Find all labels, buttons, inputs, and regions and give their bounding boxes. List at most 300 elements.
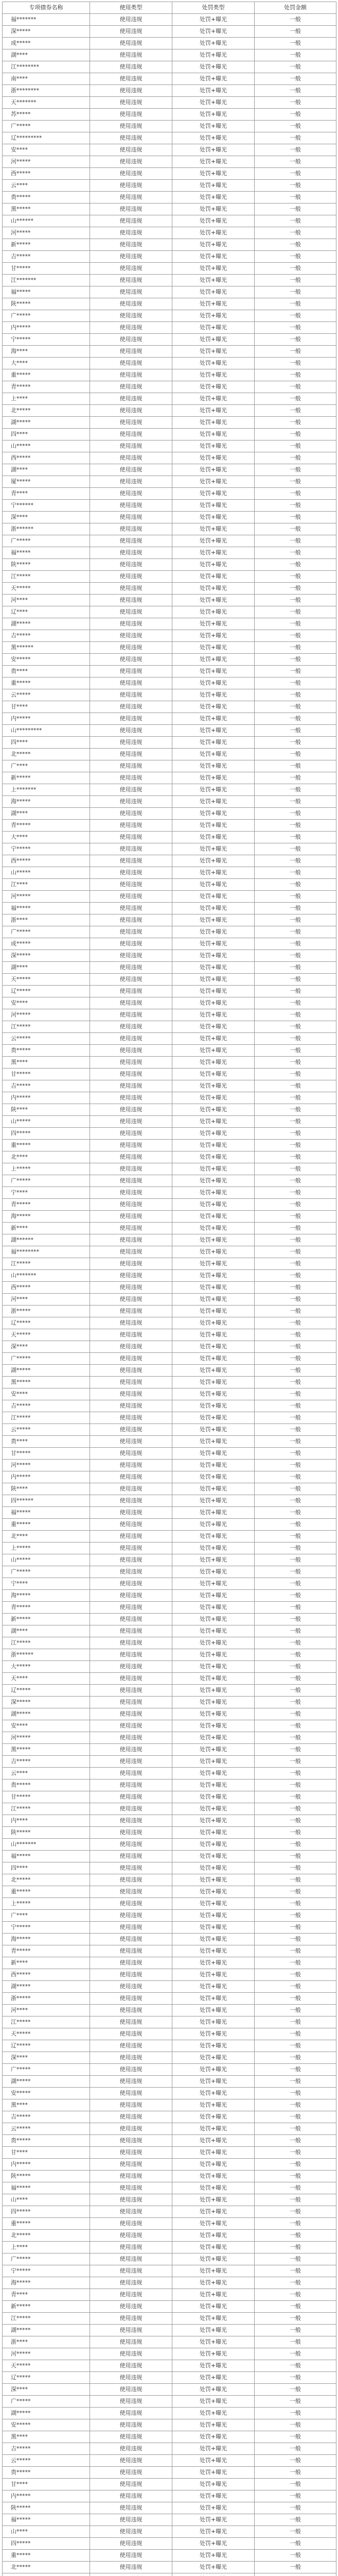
table-row[interactable] (3, 346, 336, 358)
table-row[interactable] (3, 2443, 336, 2455)
table-row[interactable] (3, 393, 336, 405)
usage-type-cell: 使用违规 (90, 2419, 172, 2431)
usage-type-cell: 使用违规 (90, 2242, 172, 2253)
table-row[interactable] (3, 1483, 336, 1495)
penalty-type-cell: 处罚+曝光 (172, 1045, 255, 1057)
penalty-amount-cell: 一般 (255, 1151, 336, 1163)
table-row[interactable] (3, 1460, 336, 1471)
table-row[interactable] (3, 1519, 336, 1531)
table-row[interactable] (3, 440, 336, 452)
table-row[interactable] (3, 2301, 336, 2313)
usage-type-cell: 使用违规 (90, 1874, 172, 1886)
table-row[interactable] (3, 2194, 336, 2206)
table-row[interactable] (3, 1400, 336, 1412)
table-row[interactable] (3, 2289, 336, 2301)
table-row[interactable] (3, 808, 336, 820)
table-row[interactable] (3, 725, 336, 737)
table-row[interactable] (3, 2384, 336, 2396)
table-row[interactable] (3, 2502, 336, 2514)
table-row[interactable] (3, 796, 336, 808)
bond-name-cell: 西***** (3, 855, 90, 867)
usage-type-cell: 使用违规 (90, 358, 172, 369)
table-row[interactable] (3, 1282, 336, 1294)
table-row[interactable] (3, 1317, 336, 1329)
penalty-amount-cell: 一般 (255, 121, 336, 132)
table-row[interactable] (3, 132, 336, 144)
table-row[interactable] (3, 2419, 336, 2431)
table-row[interactable] (3, 1661, 336, 1673)
table-row[interactable] (3, 1791, 336, 1803)
penalty-amount-cell: 一般 (255, 843, 336, 855)
penalty-type-cell: 处罚+曝光 (172, 1400, 255, 1412)
table-row[interactable] (3, 914, 336, 926)
table-row[interactable] (3, 1744, 336, 1756)
usage-type-cell: 使用违规 (90, 2016, 172, 2028)
table-row[interactable] (3, 180, 336, 192)
table-row[interactable] (3, 1187, 336, 1199)
table-row[interactable] (3, 1045, 336, 1057)
table-row[interactable] (3, 322, 336, 334)
bond-name-cell: 安**** (3, 1720, 90, 1732)
table-row[interactable] (3, 26, 336, 38)
table-row[interactable] (3, 144, 336, 156)
table-row[interactable] (3, 49, 336, 61)
table-row[interactable] (3, 535, 336, 547)
table-row[interactable] (3, 891, 336, 903)
table-row[interactable] (3, 2076, 336, 2088)
table-row[interactable] (3, 121, 336, 132)
table-row[interactable] (3, 417, 336, 429)
table-row[interactable] (3, 1329, 336, 1341)
table-row[interactable] (3, 476, 336, 488)
table-row[interactable] (3, 523, 336, 535)
table-row[interactable] (3, 2562, 336, 2573)
table-row[interactable] (3, 1175, 336, 1187)
table-row[interactable] (3, 760, 336, 772)
penalty-type-cell: 处罚+曝光 (172, 1234, 255, 1246)
table-row[interactable] (3, 2313, 336, 2325)
usage-type-cell: 使用违规 (90, 595, 172, 606)
table-row[interactable] (3, 1412, 336, 1424)
table-row[interactable] (3, 749, 336, 760)
table-row[interactable] (3, 1685, 336, 1697)
table-row[interactable] (3, 2325, 336, 2336)
penalty-type-cell: 处罚+曝光 (172, 535, 255, 547)
bond-name-cell: 河***** (3, 2348, 90, 2360)
penalty-type-cell: 处罚+曝光 (172, 2182, 255, 2194)
table-row[interactable] (3, 571, 336, 583)
table-row[interactable] (3, 1898, 336, 1910)
table-row[interactable] (3, 713, 336, 725)
table-row[interactable] (3, 737, 336, 749)
table-row[interactable] (3, 559, 336, 571)
penalty-type-cell: 处罚+曝光 (172, 630, 255, 642)
table-row[interactable] (3, 2111, 336, 2123)
penalty-amount-cell: 一般 (255, 1329, 336, 1341)
table-row[interactable] (3, 1803, 336, 1815)
table-row[interactable] (3, 784, 336, 796)
table-row[interactable] (3, 1199, 336, 1211)
table-row[interactable] (3, 903, 336, 914)
table-row[interactable] (3, 2028, 336, 2040)
table-row[interactable] (3, 1720, 336, 1732)
table-row[interactable] (3, 1981, 336, 1993)
table-row[interactable] (3, 1602, 336, 1614)
table-row[interactable] (3, 369, 336, 381)
usage-type-cell: 使用违规 (90, 1199, 172, 1211)
table-row[interactable] (3, 14, 336, 26)
table-row[interactable] (3, 2099, 336, 2111)
table-row[interactable] (3, 1377, 336, 1388)
table-row[interactable] (3, 1922, 336, 1934)
usage-type-cell: 使用违规 (90, 488, 172, 500)
table-row[interactable] (3, 2467, 336, 2479)
table-row[interactable] (3, 1163, 336, 1175)
table-row[interactable] (3, 2277, 336, 2289)
table-row[interactable] (3, 1543, 336, 1554)
table-row[interactable] (3, 2372, 336, 2384)
table-row[interactable] (3, 1839, 336, 1851)
table-row[interactable] (3, 2573, 336, 2576)
usage-type-cell: 使用违规 (90, 2431, 172, 2443)
table-row[interactable] (3, 1625, 336, 1637)
bond-name-cell: 福***** (3, 286, 90, 298)
table-row[interactable] (3, 1151, 336, 1163)
bond-name-cell: 苏***** (3, 109, 90, 121)
table-row[interactable] (3, 2242, 336, 2253)
table-row[interactable] (3, 215, 336, 227)
header-bond-name[interactable]: 专项债券名称 (3, 2, 90, 14)
table-row[interactable] (3, 2147, 336, 2159)
table-row[interactable] (3, 1104, 336, 1116)
table-row[interactable] (3, 701, 336, 713)
table-row[interactable] (3, 689, 336, 701)
header-penalty-type[interactable]: 处罚类型 (172, 2, 255, 14)
penalty-type-cell: 处罚+曝光 (172, 1815, 255, 1827)
penalty-amount-cell: 一般 (255, 1578, 336, 1590)
table-row[interactable] (3, 986, 336, 997)
table-row[interactable] (3, 38, 336, 49)
table-row[interactable] (3, 1270, 336, 1282)
table-row[interactable] (3, 832, 336, 843)
usage-type-cell: 使用违规 (90, 1246, 172, 1258)
table-row[interactable] (3, 2159, 336, 2171)
penalty-amount-cell: 一般 (255, 760, 336, 772)
table-row[interactable] (3, 654, 336, 666)
table-row[interactable] (3, 820, 336, 832)
table-row[interactable] (3, 488, 336, 500)
table-row[interactable] (3, 2040, 336, 2052)
table-row[interactable] (3, 1945, 336, 1957)
penalty-type-cell: 处罚+曝光 (172, 275, 255, 286)
usage-type-cell: 使用违规 (90, 2408, 172, 2419)
table-row[interactable] (3, 2490, 336, 2502)
usage-type-cell: 使用违规 (90, 903, 172, 914)
table-row[interactable] (3, 452, 336, 464)
table-row[interactable] (3, 2253, 336, 2265)
table-row[interactable] (3, 168, 336, 180)
table-row[interactable] (3, 1886, 336, 1898)
table-row[interactable] (3, 2016, 336, 2028)
bond-name-cell: 黑***** (3, 1377, 90, 1388)
table-row[interactable] (3, 1732, 336, 1744)
table-row[interactable] (3, 843, 336, 855)
table-row[interactable] (3, 1388, 336, 1400)
table-row[interactable] (3, 97, 336, 109)
table-row[interactable] (3, 1993, 336, 2005)
table-row[interactable] (3, 1768, 336, 1780)
table-row[interactable] (3, 1258, 336, 1270)
table-row[interactable] (3, 1827, 336, 1839)
table-row[interactable] (3, 950, 336, 962)
table-row[interactable] (3, 61, 336, 73)
table-row[interactable] (3, 1851, 336, 1862)
bond-name-cell: 宁***** (3, 1922, 90, 1934)
table-row[interactable] (3, 73, 336, 85)
table-row[interactable] (3, 606, 336, 618)
penalty-amount-cell: 一般 (255, 26, 336, 38)
table-row[interactable] (3, 1128, 336, 1140)
bond-name-cell: 北***** (3, 2562, 90, 2573)
bond-name-cell: 湖***** (3, 417, 90, 429)
penalty-type-cell: 处罚+曝光 (172, 1282, 255, 1294)
table-row[interactable] (3, 642, 336, 654)
usage-type-cell: 使用违规 (90, 1708, 172, 1720)
table-row[interactable] (3, 1780, 336, 1791)
usage-type-cell: 使用违规 (90, 2467, 172, 2479)
bond-name-cell: 青***** (3, 1602, 90, 1614)
penalty-type-cell: 处罚+曝光 (172, 1080, 255, 1092)
bond-name-cell: 新***** (3, 1614, 90, 1625)
penalty-amount-cell: 一般 (255, 215, 336, 227)
table-row[interactable] (3, 429, 336, 440)
table-row[interactable] (3, 227, 336, 239)
table-row[interactable] (3, 1092, 336, 1104)
penalty-amount-cell: 一般 (255, 2088, 336, 2099)
table-row[interactable] (3, 1306, 336, 1317)
table-row[interactable] (3, 1969, 336, 1981)
penalty-type-cell: 处罚+曝光 (172, 417, 255, 429)
table-row[interactable] (3, 1566, 336, 1578)
bond-name-cell: 安***** (3, 654, 90, 666)
table-row[interactable] (3, 1448, 336, 1460)
table-row[interactable] (3, 1697, 336, 1708)
table-row[interactable] (3, 1957, 336, 1969)
bond-name-cell: 海***** (3, 1590, 90, 1602)
table-row[interactable] (3, 1756, 336, 1768)
table-row[interactable] (3, 464, 336, 476)
table-row[interactable] (3, 997, 336, 1009)
table-row[interactable] (3, 381, 336, 393)
table-row[interactable] (3, 2479, 336, 2490)
table-row[interactable] (3, 2064, 336, 2076)
table-row[interactable] (3, 2182, 336, 2194)
table-row[interactable] (3, 2514, 336, 2526)
penalty-type-cell: 处罚+曝光 (172, 1708, 255, 1720)
usage-type-cell: 使用违规 (90, 2562, 172, 2573)
table-row[interactable] (3, 583, 336, 595)
table-row[interactable] (3, 1708, 336, 1720)
bond-name-cell: 江***** (3, 2016, 90, 2028)
table-row[interactable] (3, 512, 336, 523)
table-row[interactable] (3, 618, 336, 630)
table-row[interactable] (3, 1649, 336, 1661)
bond-name-cell: 湖***** (3, 2076, 90, 2088)
table-row[interactable] (3, 2088, 336, 2099)
table-row[interactable] (3, 2135, 336, 2147)
table-row[interactable] (3, 2526, 336, 2538)
table-row[interactable] (3, 2431, 336, 2443)
usage-type-cell: 使用违规 (90, 1649, 172, 1661)
table-row[interactable] (3, 1495, 336, 1507)
table-row[interactable] (3, 630, 336, 642)
table-row[interactable] (3, 2171, 336, 2182)
table-row[interactable] (3, 1341, 336, 1353)
table-row[interactable] (3, 666, 336, 677)
table-row[interactable] (3, 974, 336, 986)
penalty-amount-cell: 一般 (255, 1317, 336, 1329)
table-row[interactable] (3, 1578, 336, 1590)
table-row[interactable] (3, 1862, 336, 1874)
table-row[interactable] (3, 2396, 336, 2408)
table-row[interactable] (3, 2336, 336, 2348)
table-row[interactable] (3, 2455, 336, 2467)
usage-type-cell: 使用违规 (90, 1732, 172, 1744)
table-row[interactable] (3, 1365, 336, 1377)
table-row[interactable] (3, 1246, 336, 1258)
table-row[interactable] (3, 926, 336, 938)
penalty-type-cell: 处罚+曝光 (172, 1033, 255, 1045)
table-row[interactable] (3, 962, 336, 974)
penalty-amount-cell: 一般 (255, 2194, 336, 2206)
bond-name-cell: 吉***** (3, 630, 90, 642)
penalty-amount-cell: 一般 (255, 38, 336, 49)
table-row[interactable] (3, 2538, 336, 2550)
table-row[interactable] (3, 1507, 336, 1519)
table-row[interactable] (3, 2265, 336, 2277)
table-row[interactable] (3, 286, 336, 298)
table-row[interactable] (3, 1637, 336, 1649)
table-row[interactable] (3, 109, 336, 121)
table-row[interactable] (3, 855, 336, 867)
table-row[interactable] (3, 1471, 336, 1483)
table-row[interactable] (3, 2123, 336, 2135)
table-row[interactable] (3, 1140, 336, 1151)
table-row[interactable] (3, 1069, 336, 1080)
table-row[interactable] (3, 1673, 336, 1685)
table-row[interactable] (3, 1294, 336, 1306)
table-row[interactable] (3, 1614, 336, 1625)
table-row[interactable] (3, 1910, 336, 1922)
penalty-amount-cell: 一般 (255, 1104, 336, 1116)
table-row[interactable] (3, 1234, 336, 1246)
table-row[interactable] (3, 192, 336, 204)
table-row[interactable] (3, 1009, 336, 1021)
table-row[interactable] (3, 938, 336, 950)
table-row[interactable] (3, 2408, 336, 2419)
usage-type-cell: 使用违规 (90, 1614, 172, 1625)
table-row[interactable] (3, 867, 336, 879)
table-row[interactable] (3, 1057, 336, 1069)
table-row[interactable] (3, 2052, 336, 2064)
table-row[interactable] (3, 263, 336, 275)
header-usage-type[interactable]: 使用类型 (90, 2, 172, 14)
table-row[interactable] (3, 204, 336, 215)
table-row[interactable] (3, 85, 336, 97)
table-row[interactable] (3, 275, 336, 286)
table-row[interactable] (3, 251, 336, 263)
penalty-type-cell: 处罚+曝光 (172, 121, 255, 132)
penalty-amount-cell: 一般 (255, 346, 336, 358)
table-row[interactable] (3, 595, 336, 606)
usage-type-cell: 使用违规 (90, 1602, 172, 1614)
usage-type-cell: 使用违规 (90, 1922, 172, 1934)
table-row[interactable] (3, 358, 336, 369)
table-row[interactable] (3, 2206, 336, 2218)
bond-name-cell: 上***** (3, 1898, 90, 1910)
table-row[interactable] (3, 1033, 336, 1045)
table-row[interactable] (3, 2218, 336, 2230)
table-row[interactable] (3, 879, 336, 891)
table-row[interactable] (3, 547, 336, 559)
table-row[interactable] (3, 1080, 336, 1092)
table-row[interactable] (3, 1590, 336, 1602)
table-row[interactable] (3, 1436, 336, 1448)
table-row[interactable] (3, 298, 336, 310)
table-row[interactable] (3, 1211, 336, 1223)
table-row[interactable] (3, 310, 336, 322)
penalty-amount-cell: 一般 (255, 1673, 336, 1685)
table-row[interactable] (3, 677, 336, 689)
table-row[interactable] (3, 2550, 336, 2562)
penalty-amount-cell: 一般 (255, 1981, 336, 1993)
table-row[interactable] (3, 2360, 336, 2372)
usage-type-cell: 使用违规 (90, 1519, 172, 1531)
table-row[interactable] (3, 1531, 336, 1543)
penalty-amount-cell: 一般 (255, 1910, 336, 1922)
header-penalty-amount[interactable]: 处罚金额 (255, 2, 336, 14)
table-row[interactable] (3, 1874, 336, 1886)
table-row[interactable] (3, 1815, 336, 1827)
table-row[interactable] (3, 1554, 336, 1566)
usage-type-cell: 使用违规 (90, 986, 172, 997)
table-row[interactable] (3, 1424, 336, 1436)
table-row[interactable] (3, 2230, 336, 2242)
table-row[interactable] (3, 772, 336, 784)
bond-name-cell: 四***** (3, 1128, 90, 1140)
bond-name-cell: 黑**** (3, 2099, 90, 2111)
table-row[interactable] (3, 2005, 336, 2016)
table-row[interactable] (3, 2348, 336, 2360)
bond-name-cell (3, 2573, 90, 2576)
table-row[interactable] (3, 1223, 336, 1234)
usage-type-cell: 使用违规 (90, 2336, 172, 2348)
table-row[interactable] (3, 1116, 336, 1128)
table-row[interactable] (3, 239, 336, 251)
bond-name-cell: 四**** (3, 429, 90, 440)
penalty-amount-cell: 一般 (255, 535, 336, 547)
penalty-amount-cell: 一般 (255, 2502, 336, 2514)
bond-name-cell: 四***** (3, 2206, 90, 2218)
table-row[interactable] (3, 500, 336, 512)
penalty-type-cell: 处罚+曝光 (172, 642, 255, 654)
table-row[interactable] (3, 156, 336, 168)
table-row[interactable] (3, 405, 336, 417)
table-row[interactable] (3, 1934, 336, 1945)
table-row[interactable] (3, 1021, 336, 1033)
table-row[interactable] (3, 334, 336, 346)
table-row[interactable] (3, 1353, 336, 1365)
